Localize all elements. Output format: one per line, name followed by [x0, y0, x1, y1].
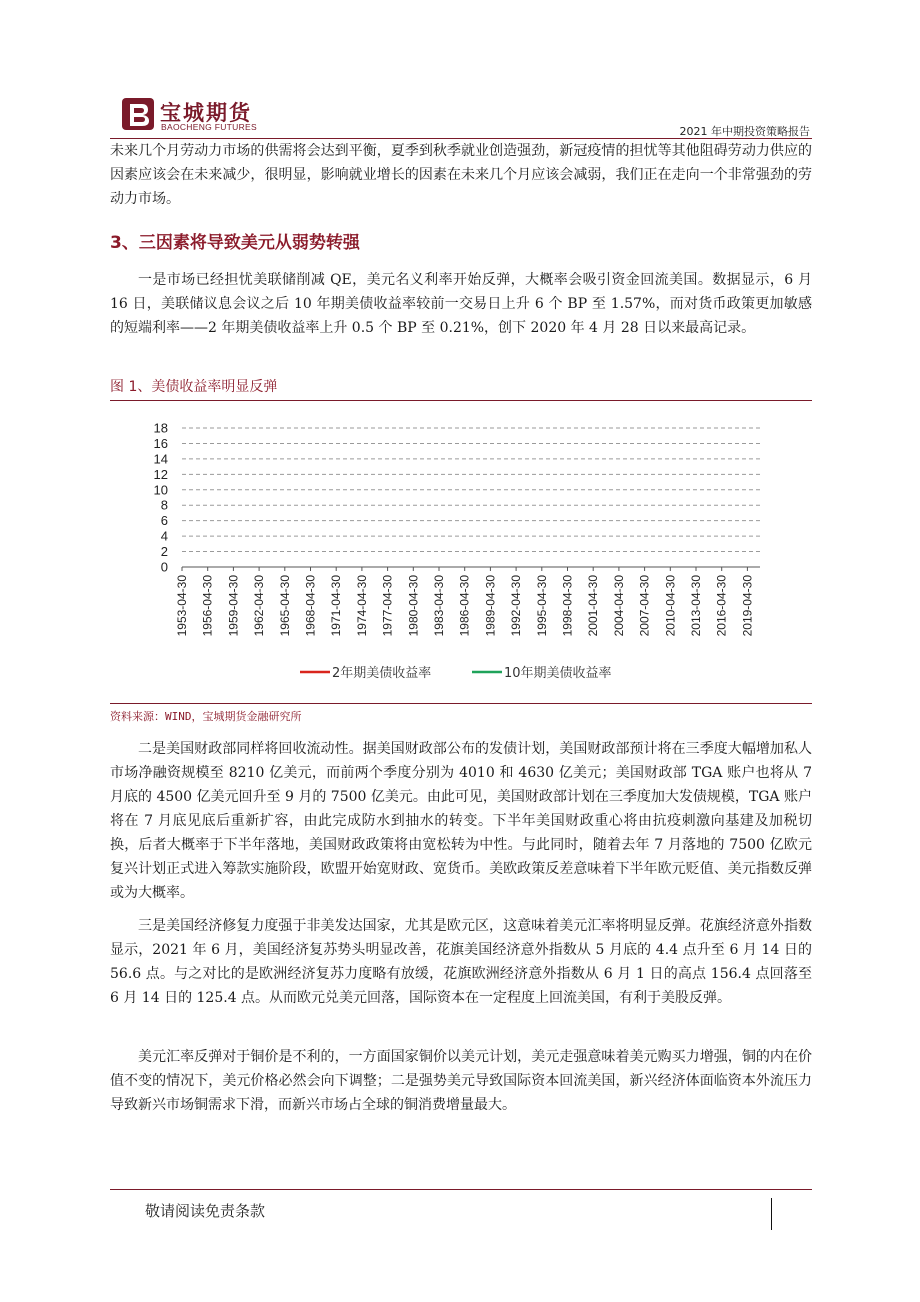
intro-paragraph: 未来几个月劳动力市场的供需将会达到平衡，夏季到秋季就业创造强劲，新冠疫情的担忧等其他阻碍劳动力供应的因素应该会在未来减少，很明显，影响就业增长的因素在未来几个月应该会减弱，我们正在走向一个非常强劲的劳动力市场。: [110, 143, 812, 207]
x-tick-label: 2013-04-30: [689, 575, 703, 637]
x-tick-label: 2016-04-30: [714, 575, 729, 637]
x-tick-label: 1983-04-30: [432, 575, 446, 637]
legend-label: 10年期美债收益率: [504, 666, 612, 681]
report-title: 2021 年中期投资策略报告: [679, 125, 810, 138]
x-tick-label: 1956-04-30: [200, 575, 215, 637]
paragraph-4: 美元汇率反弹对于铜价是不利的，一方面国家铜价以美元计划，美元走强意味着美元购买力增强，铜的内在价值不变的情况下，美元价格必然会向下调整；二是强势美元导致国际资本回流美国，新兴经济体面临资本外流压力导致新兴市场铜需求下滑，而新兴市场占全球的铜消费增量最大。: [110, 1049, 812, 1113]
x-tick-label: 1986-04-30: [457, 575, 472, 637]
x-tick-label: 1980-04-30: [406, 575, 421, 637]
x-tick-label: 1974-04-30: [354, 575, 369, 637]
x-tick-label: 2010-04-30: [663, 575, 678, 637]
y-tick-label: 8: [160, 497, 168, 513]
brand-name-en: BAOCHENG FUTURES: [161, 122, 257, 132]
y-tick-label: 4: [160, 528, 168, 544]
x-tick-label: 2019-04-30: [740, 575, 755, 637]
yield-line-chart: [110, 402, 812, 702]
y-tick-label: 2: [160, 544, 168, 560]
x-tick-label: 1953-04-30: [175, 575, 189, 637]
y-tick-label: 0: [160, 559, 168, 575]
x-tick-label: 2001-04-30: [586, 575, 601, 637]
x-tick-label: 1992-04-30: [509, 575, 524, 637]
footer-divider: [110, 1189, 812, 1190]
x-tick-label: 1968-04-30: [303, 575, 318, 637]
brand-logo: [120, 96, 360, 134]
x-tick-label: 1965-04-30: [277, 575, 292, 637]
figure-bottom-rule: [110, 703, 812, 704]
x-tick-label: 1962-04-30: [252, 575, 267, 637]
baocheng-logo-icon: [120, 96, 156, 132]
x-tick-label: 1995-04-30: [534, 575, 549, 637]
paragraph-2: 二是美国财政部同样将回收流动性。据美国财政部公布的发债计划，美国财政部预计将在三季度大幅增加私人市场净融资规模至 8210 亿美元，而前两个季度分别为 4010 和 4630 亿美元；美国财政部 TGA 账户也将从 7 月底的 4500 亿美元回升至 9 月的 7500 亿美元。由此可见，美国财政部计划在三季度加大发债规模，TGA 账户将在 7 月底见底后重新扩容，由此完成防水到抽水的转变。下半年美国财政重心将由抗疫刺激向基建及加税切换，后者大概率于下半年落地，美国财政政策将由宽松转为中性。与此同时，随着去年 7 月落地的 7500 亿欧元复兴计划正式进入筹款实施阶段，欧盟开始宽财政、宽货币。美欧政策反差意味着下半年欧元贬值、美元指数反弹或为大概率。: [110, 741, 812, 901]
footer-separator: [771, 1198, 772, 1230]
x-tick-label: 1971-04-30: [329, 575, 344, 637]
brand-name-cn: 宝城期货: [160, 101, 252, 125]
y-tick-label: 18: [153, 420, 168, 436]
x-tick-label: 1977-04-30: [380, 575, 395, 637]
disclaimer-link[interactable]: 敬请阅读免责条款: [145, 1202, 266, 1220]
y-tick-label: 12: [153, 466, 168, 482]
y-tick-label: 14: [153, 451, 168, 467]
figure-title: 图 1、美债收益率明显反弹: [110, 379, 278, 395]
y-tick-label: 16: [153, 435, 168, 451]
x-tick-label: 2004-04-30: [611, 575, 626, 637]
figure-top-rule: [110, 400, 812, 401]
x-tick-label: 1998-04-30: [560, 575, 575, 637]
x-tick-label: 1989-04-30: [483, 575, 498, 637]
x-tick-label: 2007-04-30: [637, 575, 652, 637]
legend-label: 2年期美债收益率: [332, 666, 432, 681]
y-tick-label: 6: [160, 513, 168, 529]
figure-source: 资料来源：WIND，宝城期货金融研究所: [110, 710, 302, 723]
x-tick-label: 1959-04-30: [226, 575, 241, 637]
section-heading: 3、三因素将导致美元从弱势转强: [110, 233, 360, 253]
paragraph-1: 一是市场已经担忧美联储削减 QE，美元名义利率开始反弹，大概率会吸引资金回流美国。数据显示，6 月 16 日，美联储议息会议之后 10 年期美债收益率较前一交易日上升 6 个 BP 至 1.57%，而对货币政策更加敏感的短端利率——2 年期美债收益率上升 0.5 个 BP 至 0.21%，创下 2020 年 4 月 28 日以来最高记录。: [110, 272, 812, 336]
y-tick-label: 10: [153, 482, 168, 498]
paragraph-3: 三是美国经济修复力度强于非美发达国家，尤其是欧元区，这意味着美元汇率将明显反弹。花旗经济意外指数显示，2021 年 6 月，美国经济复苏势头明显改善，花旗美国经济意外指数从 5 月底的 4.4 点升至 6 月 14 日的 56.6 点。与之对比的是欧洲经济复苏力度略有放缓，花旗欧洲经济意外指数从 6 月 1 日的高点 156.4 点回落至 6 月 14 日的 125.4 点。从而欧元兑美元回落，国际资本在一定程度上回流美国，有利于美股反弹。: [110, 918, 812, 1006]
